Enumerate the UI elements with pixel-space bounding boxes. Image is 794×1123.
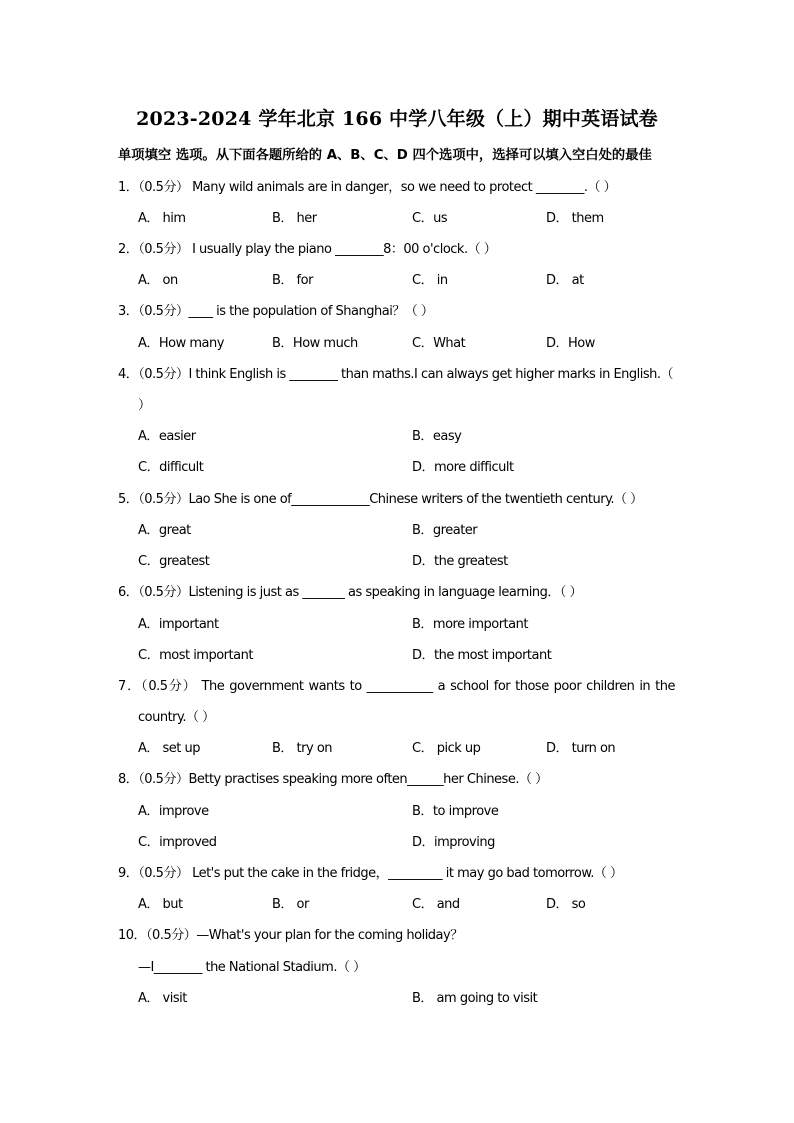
q2-option-d: D． at — [546, 273, 584, 288]
q5-option-a: A．great — [138, 523, 191, 538]
q1-option-d: D． them — [546, 211, 604, 226]
q3-option-c: C．What — [412, 336, 466, 351]
question-1: 1．（0.5分） Many wild animals are in danger，so we need to protect ________.（ ） — [118, 180, 617, 195]
section-instruction: 单项填空 选项。从下面各题所给的 A、B、C、D 四个选项中，选择可以填入空白处的最佳 — [118, 148, 652, 163]
q3-option-a: A．How many — [138, 336, 224, 351]
question-7: 7．（0.5分） The government wants to ___________ a school for those poor children in the — [118, 679, 675, 694]
q2-option-b: B． for — [272, 273, 313, 288]
q7-option-a: A． set up — [138, 741, 201, 756]
question-3: 3．（0.5分）____ is the population of Shanghai？（ ） — [118, 304, 434, 319]
q1-option-a: A． him — [138, 211, 186, 226]
question-10: 10．（0.5分）—What's your plan for the coming holiday？ — [118, 928, 463, 943]
question-4: 4．（0.5分）I think English is ________ than maths.I can always get higher marks in English.（ — [118, 367, 674, 382]
q3-option-b: B．How much — [272, 336, 358, 351]
q4-option-b: B．easy — [412, 429, 462, 444]
q6-option-d: D．the most important — [412, 648, 552, 663]
question-5: 5．（0.5分）Lao She is one of_____________Chinese writers of the twentieth century.（ ） — [118, 492, 643, 507]
question-4-continued: ） — [138, 398, 151, 413]
q8-option-c: C．improved — [138, 835, 217, 850]
question-7-continued: country.（ ） — [138, 710, 215, 725]
q10-option-b: B． am going to visit — [412, 991, 538, 1006]
q8-option-a: A．improve — [138, 804, 209, 819]
q9-option-d: D． so — [546, 897, 586, 912]
q9-option-a: A． but — [138, 897, 183, 912]
page-title: 2023-2024 学年北京 166 中学八年级（上）期中英语试卷 — [136, 108, 658, 130]
q5-option-b: B．greater — [412, 523, 478, 538]
q6-option-a: A．important — [138, 617, 219, 632]
q7-option-b: B． try on — [272, 741, 333, 756]
q7-option-d: D． turn on — [546, 741, 616, 756]
question-9: 9．（0.5分） Let's put the cake in the fridge，_________ it may go bad tomorrow.（ ） — [118, 866, 623, 881]
q4-option-c: C．difficult — [138, 460, 204, 475]
q6-option-b: B．more important — [412, 617, 528, 632]
q5-option-c: C．greatest — [138, 554, 210, 569]
q5-option-d: D．the greatest — [412, 554, 508, 569]
question-8: 8．（0.5分）Betty practises speaking more often______her Chinese.（ ） — [118, 772, 548, 787]
q2-option-a: A． on — [138, 273, 178, 288]
q6-option-c: C．most important — [138, 648, 253, 663]
q8-option-b: B．to improve — [412, 804, 499, 819]
q8-option-d: D．improving — [412, 835, 495, 850]
q10-option-a: A． visit — [138, 991, 187, 1006]
q1-option-c: C．us — [412, 211, 448, 226]
question-6: 6．（0.5分）Listening is just as _______ as speaking in language learning．（ ） — [118, 585, 582, 600]
q4-option-d: D．more difficult — [412, 460, 514, 475]
q1-option-b: B． her — [272, 211, 317, 226]
q9-option-b: B． or — [272, 897, 309, 912]
q4-option-a: A．easier — [138, 429, 196, 444]
q3-option-d: D．How — [546, 336, 595, 351]
question-10-continued: —I________ the National Stadium.（ ） — [138, 960, 366, 975]
question-2: 2．（0.5分） I usually play the piano ________8：00 o'clock.（ ） — [118, 242, 497, 257]
q9-option-c: C． and — [412, 897, 460, 912]
q2-option-c: C． in — [412, 273, 448, 288]
q7-option-c: C． pick up — [412, 741, 481, 756]
